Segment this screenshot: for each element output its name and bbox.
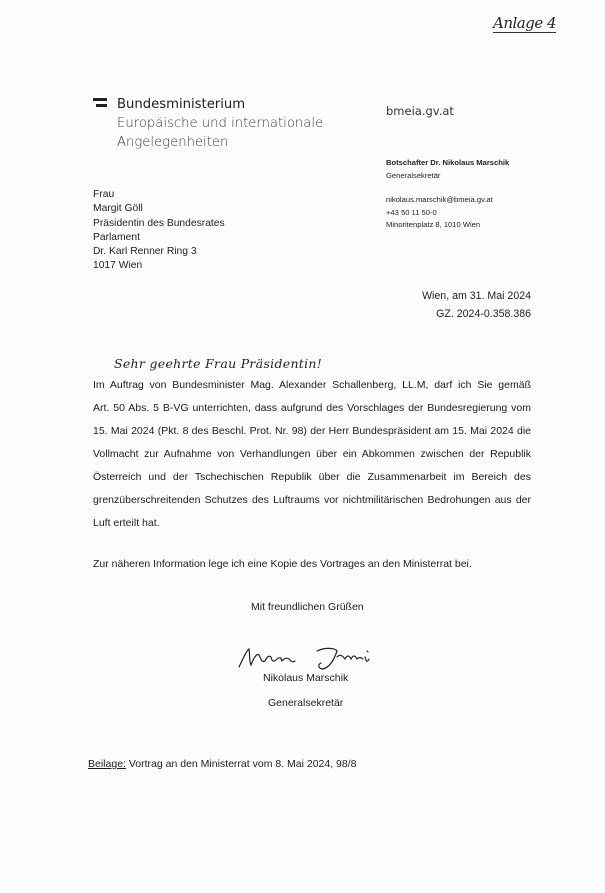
sender-phone: +43 50 11 50-0 <box>386 207 437 217</box>
signatory-role: Generalsekretär <box>268 697 344 709</box>
recipient-line: Frau <box>93 189 115 200</box>
recipient-line: Präsidentin des Bundesrates <box>93 217 225 229</box>
body-line: grenzüberschreitenden Schutzes des Luftraums vor nichtmilitärischen Bedrohungen aus der <box>93 494 531 506</box>
enclosure-text: Vortrag an den Ministerrat vom 8. Mai 2024, 98/8 <box>125 758 357 770</box>
annex-label: Anlage 4 <box>493 14 557 32</box>
signature-stroke-first <box>239 649 295 667</box>
closing-greeting: Mit freundlichen Grüßen <box>251 601 364 613</box>
recipient-line: Parlament <box>93 231 140 243</box>
date-line: Wien, am 31. Mai 2024 <box>422 290 531 302</box>
body-line: 15. Mai 2024 (Pkt. 8 des Beschl. Prot. Nr. 98) der Herr Bundespräsident am 15. Mai 2024 die <box>93 425 531 437</box>
recipient-address <box>93 188 225 274</box>
recipient-line: Dr. Karl Renner Ring 3 <box>93 246 197 258</box>
sender-email: nikolaus.marschik@bmeia.gv.at <box>386 195 493 204</box>
info-paragraph: Zur näheren Information lege ich eine Kopie des Vortrages an den Ministerrat bei. <box>93 558 472 570</box>
sender-block <box>386 157 509 232</box>
sender-role: Generalsekretär <box>386 170 441 180</box>
ministry-line-2: Europäische und internationale <box>117 116 324 131</box>
enclosure-line <box>88 758 357 770</box>
signature-stroke-second <box>317 648 369 669</box>
ministry-line-1: Bundesministerium <box>117 97 246 112</box>
reference-number: GZ. 2024-0.358.386 <box>436 308 531 320</box>
sender-name: Botschafter Dr. Nikolaus Marschik <box>386 158 510 167</box>
body-line: Österreich und der Tschechischen Republik über die Zusammenarbeit im Bereich des <box>93 471 531 483</box>
ministry-website: bmeia.gv.at <box>386 104 454 118</box>
handwritten-salutation: Sehr geehrte Frau Präsidentin! <box>114 356 323 371</box>
logo-bar-bottom <box>96 104 107 107</box>
signatory-name: Nikolaus Marschik <box>263 672 349 684</box>
austria-flag-bars-icon <box>93 98 107 108</box>
recipient-line: 1017 Wien <box>93 260 143 272</box>
body-line: Im Auftrag von Bundesminister Mag. Alexander Schallenberg, LL.M, darf ich Sie gemäß <box>93 379 531 391</box>
body-line: Art. 50 Abs. 5 B-VG unterrichten, dass aufgrund des Vorschlages der Bundesregierung vom <box>93 402 531 414</box>
body-line: Vollmacht zur Aufnahme von Verhandlungen über ein Abkommen zwischen der Republik <box>93 448 531 460</box>
handwritten-signature <box>237 645 387 671</box>
sender-address: Minoritenplatz 8, 1010 Wien <box>386 220 481 229</box>
body-paragraph <box>93 374 531 535</box>
enclosure-label: Beilage: <box>88 758 126 770</box>
ministry-name <box>117 95 323 152</box>
spacer <box>386 182 509 194</box>
annex-handwritten-mark <box>493 14 556 32</box>
date-reference-block <box>300 287 531 323</box>
recipient-line: Margit Göll <box>93 203 143 215</box>
ministry-line-3: Angelegenheiten <box>117 135 229 150</box>
logo-bar-top <box>93 98 107 101</box>
body-line: Luft erteilt hat. <box>93 517 160 529</box>
